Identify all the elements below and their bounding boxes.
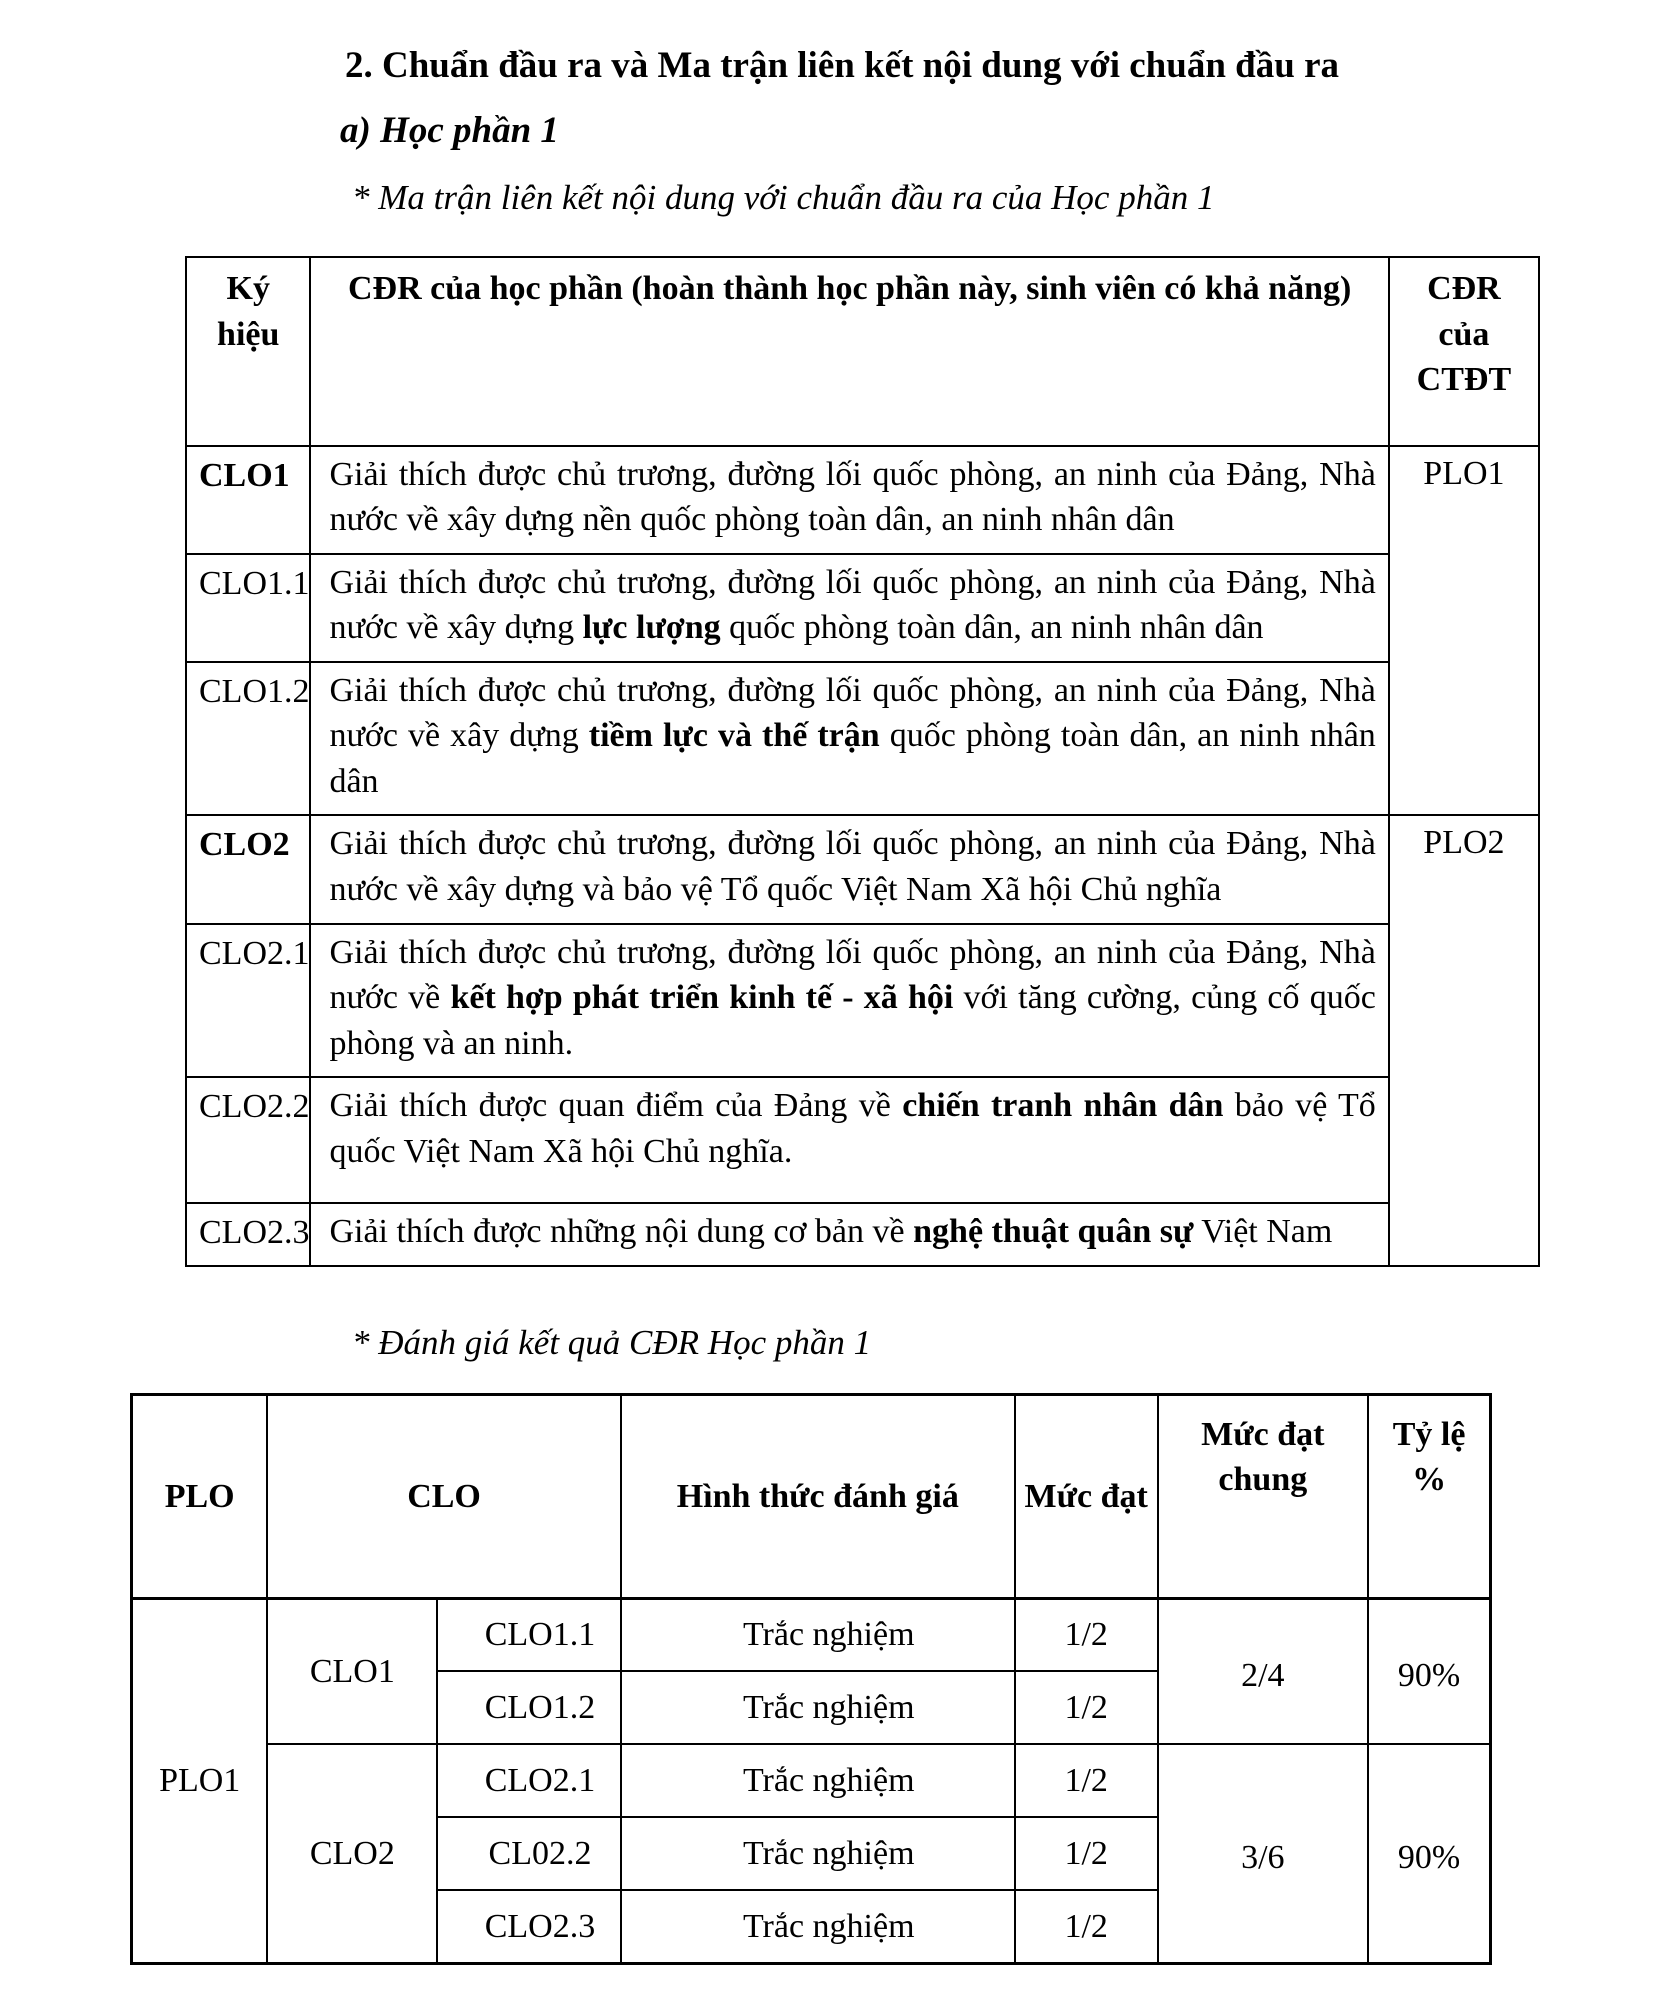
- clo1-group-cell: CLO1: [267, 1598, 437, 1744]
- eval-row-clo1-1: [132, 1598, 1491, 1671]
- matrix-row-clo1-1: [186, 554, 1539, 662]
- clo-desc-text: quốc phòng toàn dân, an ninh nhân dân: [720, 609, 1264, 647]
- matrix-header-row: [186, 257, 1539, 446]
- eval-header-level: Mức đạt: [1015, 1394, 1158, 1598]
- eval-header-row: [132, 1394, 1491, 1598]
- matrix-table-caption: * Ma trận liên kết nội dung với chuẩn đầu ra của Học phần 1: [352, 178, 1215, 217]
- eval-header-ratio: Tỷ lệ %: [1368, 1394, 1490, 1598]
- clo-desc-text: Việt Nam: [1193, 1213, 1333, 1251]
- clo-id-cell: CLO2: [186, 815, 310, 923]
- eval-row-clo2-1: [132, 1744, 1491, 1817]
- clo2-group-cell: CLO2: [267, 1744, 437, 1963]
- level-cell: 1/2: [1015, 1817, 1158, 1890]
- matrix-row-clo2-3: [186, 1203, 1539, 1266]
- common-level-cell: 3/6: [1158, 1744, 1369, 1963]
- matrix-row-clo2: [186, 815, 1539, 923]
- method-cell: Trắc nghiệm: [621, 1671, 1015, 1744]
- clo-desc-bold: kết hợp phát triển kinh tế - xã hội: [450, 979, 954, 1017]
- level-cell: 1/2: [1015, 1671, 1158, 1744]
- method-cell: Trắc nghiệm: [621, 1598, 1015, 1671]
- clo-desc-text: quốc phòng toàn dân, an ninh nhân dân: [329, 717, 1376, 800]
- clo-desc-text: Giải thích được chủ trương, đường lối quốc phòng, an ninh của Đảng, Nhà nước về xây dựng và bảo vệ Tổ quốc Việt Nam Xã hội Chủ nghĩa: [329, 825, 1376, 909]
- clo-desc-cell: [310, 924, 1388, 1078]
- sub-clo-cell: CLO1.1: [437, 1598, 620, 1671]
- clo-id-cell: CLO2.3: [186, 1203, 310, 1266]
- sub-clo-cell: CLO2.1: [437, 1744, 620, 1817]
- clo-id-cell: CLO2.2: [186, 1077, 310, 1203]
- sub-clo-cell: CLO1.2: [437, 1671, 620, 1744]
- clo-id-cell: CLO1.1: [186, 554, 310, 662]
- clo-desc-bold: lực lượng: [582, 609, 721, 647]
- common-level-cell: 2/4: [1158, 1598, 1369, 1744]
- clo-desc-cell: [310, 1203, 1388, 1266]
- clo-desc-cell: [310, 446, 1388, 554]
- ratio-cell: 90%: [1368, 1744, 1490, 1963]
- clo-id-cell: CLO1: [186, 446, 310, 554]
- matrix-row-clo1-2: [186, 662, 1539, 816]
- clo-desc-text: với tăng cường, củng cố quốc phòng và an ninh.: [329, 979, 1376, 1062]
- evaluation-table: [130, 1393, 1492, 1965]
- clo-desc-text: Giải thích được quan điểm của Đảng về: [329, 1087, 903, 1125]
- eval-header-plo: PLO: [132, 1394, 268, 1598]
- level-cell: 1/2: [1015, 1598, 1158, 1671]
- clo-desc-text: Giải thích được những nội dung cơ bản về: [329, 1213, 914, 1251]
- clo-desc-text: bảo vệ Tổ quốc Việt Nam Xã hội Chủ nghĩa.: [329, 1087, 1376, 1170]
- clo-desc-bold: chiến tranh nhân dân: [902, 1087, 1224, 1125]
- level-cell: 1/2: [1015, 1744, 1158, 1817]
- subsection-heading: a) Học phần 1: [340, 110, 559, 151]
- plo1-merged-cell: PLO1: [1389, 446, 1539, 816]
- matrix-header-plo: CĐR của CTĐT: [1389, 257, 1539, 446]
- clo-desc-cell: [310, 662, 1388, 816]
- eval-header-method: Hình thức đánh giá: [621, 1394, 1015, 1598]
- clo-desc-cell: [310, 815, 1388, 923]
- level-cell: 1/2: [1015, 1890, 1158, 1963]
- matrix-row-clo2-2: [186, 1077, 1539, 1203]
- matrix-row-clo1: [186, 446, 1539, 554]
- method-cell: Trắc nghiệm: [621, 1817, 1015, 1890]
- clo-desc-text: Giải thích được chủ trương, đường lối quốc phòng, an ninh của Đảng, Nhà nước về xây dựng: [329, 671, 1376, 755]
- matrix-header-symbol: Ký hiệu: [186, 257, 310, 446]
- section-heading: 2. Chuẩn đầu ra và Ma trận liên kết nội dung với chuẩn đầu ra: [345, 45, 1339, 86]
- method-cell: Trắc nghiệm: [621, 1890, 1015, 1963]
- plo2-merged-cell: PLO2: [1389, 815, 1539, 1265]
- eval-header-clo: CLO: [267, 1394, 620, 1598]
- clo-desc-text: Giải thích được chủ trương, đường lối quốc phòng, an ninh của Đảng, Nhà nước về xây dựng: [329, 563, 1376, 647]
- clo-desc-bold: nghệ thuật quân sự: [913, 1213, 1194, 1251]
- clo-matrix-table: [185, 256, 1540, 1267]
- eval-header-common-level: Mức đạt chung: [1158, 1394, 1369, 1598]
- sub-clo-cell: CLO2.3: [437, 1890, 620, 1963]
- sub-clo-cell: CL02.2: [437, 1817, 620, 1890]
- clo-desc-text: Giải thích được chủ trương, đường lối quốc phòng, an ninh của Đảng, Nhà nước về xây dựng nền quốc phòng toàn dân, an ninh nhân dân: [329, 455, 1376, 539]
- clo-desc-cell: [310, 1077, 1388, 1203]
- plo-cell: PLO1: [132, 1598, 268, 1963]
- clo-desc-cell: [310, 554, 1388, 662]
- clo-desc-text: Giải thích được chủ trương, đường lối quốc phòng, an ninh của Đảng, Nhà nước về: [329, 933, 1376, 1017]
- clo-id-cell: CLO2.1: [186, 924, 310, 1078]
- clo-desc-bold: tiềm lực và thế trận: [588, 717, 880, 755]
- matrix-header-clo: CĐR của học phần (hoàn thành học phần này, sinh viên có khả năng): [310, 257, 1388, 446]
- ratio-cell: 90%: [1368, 1598, 1490, 1744]
- clo-id-cell: CLO1.2: [186, 662, 310, 816]
- eval-table-caption: * Đánh giá kết quả CĐR Học phần 1: [352, 1322, 872, 1362]
- matrix-row-clo2-1: [186, 924, 1539, 1078]
- method-cell: Trắc nghiệm: [621, 1744, 1015, 1817]
